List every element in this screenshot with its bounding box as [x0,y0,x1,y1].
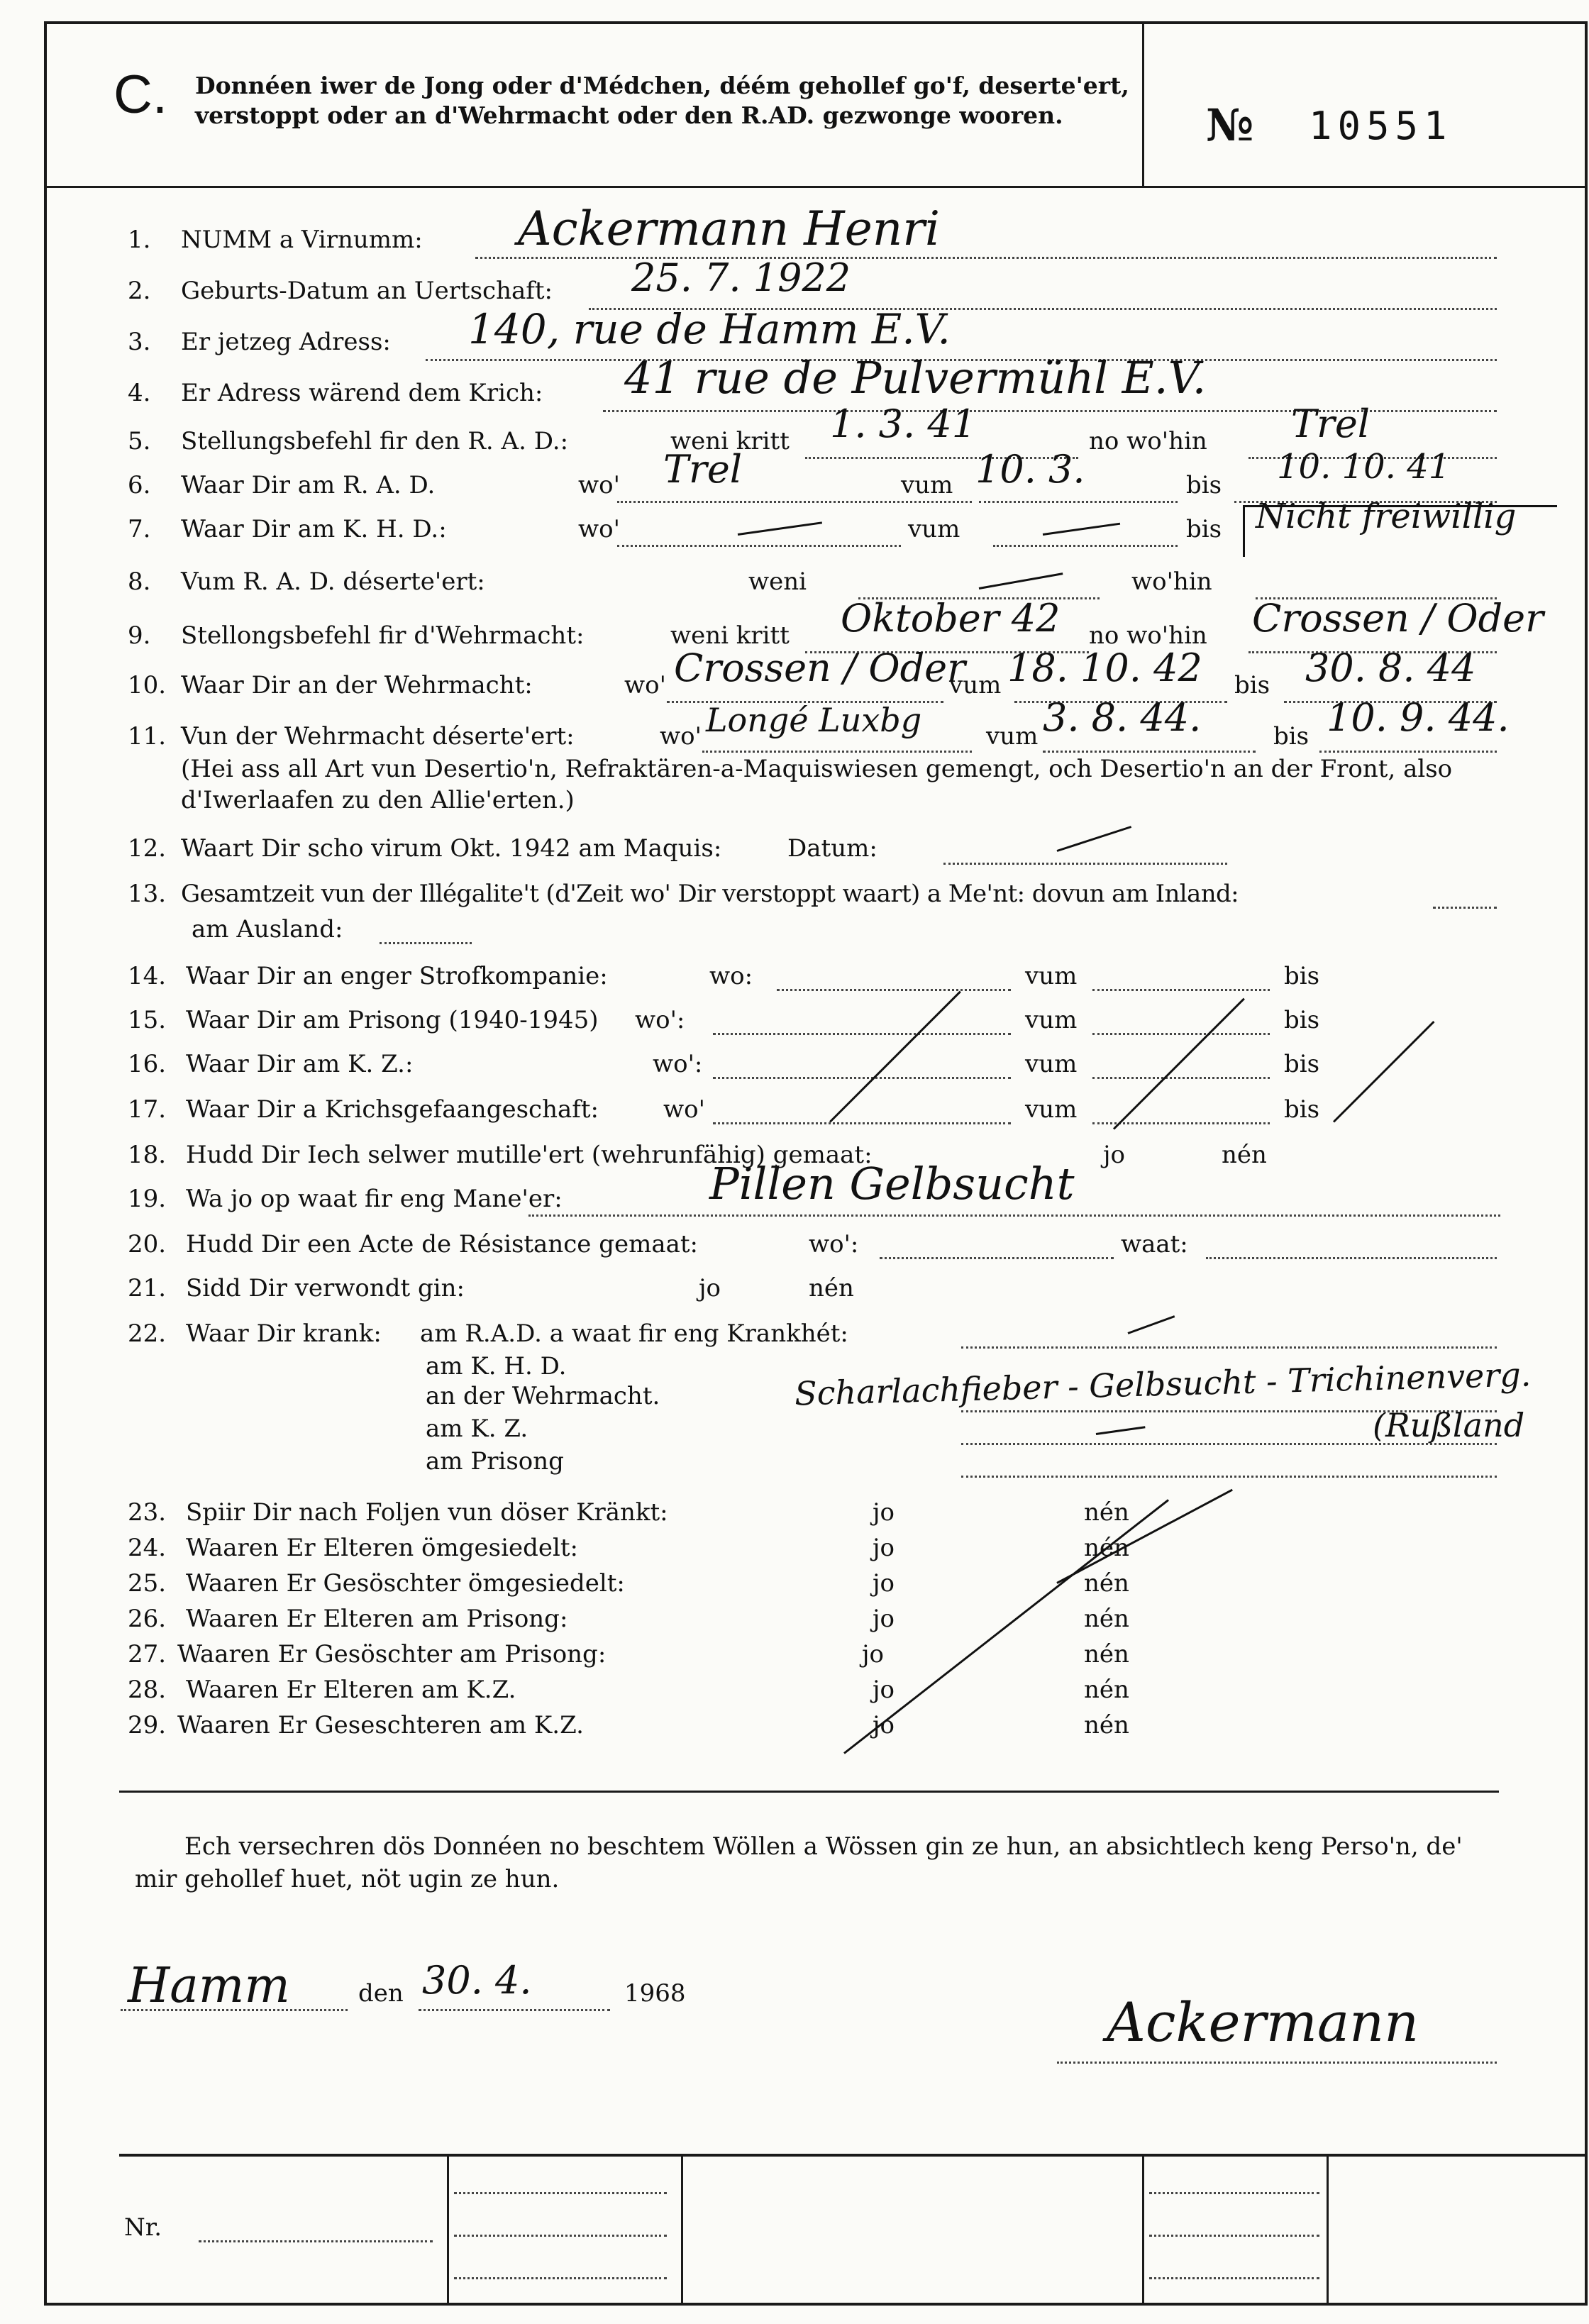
q3-label: Er jetzeg Adress: [181,328,391,356]
q5-place-value: Trel [1291,402,1371,446]
form-title: Donnéen iwer de Jong oder d'Médchen, déém gehollef go'f, deserte'ert, verstoppt oder an d'Wehrmacht oder den R.AD. gezwonge wooren. [195,72,1129,129]
q23-number: 23. [128,1498,167,1527]
q6-wo-value: Trel [663,447,743,492]
q10-bis-value: 30. 8. 44 [1305,646,1476,690]
footer-col-3 [1142,2154,1144,2306]
q11-number: 11. [128,722,167,751]
q26-nen: nén [1084,1605,1129,1633]
q19-line [528,1214,1500,1217]
q6-vum-label: vum [901,471,953,499]
date-line [419,2009,610,2011]
q27-number: 27. [128,1640,167,1669]
q12-number: 12. [128,834,167,863]
q11-vum-line [1043,751,1256,753]
q24-nen: nén [1084,1534,1129,1562]
q10-bis-label: bis [1234,671,1270,699]
q6-bis-value: 10. 10. 41 [1277,447,1451,487]
q18-label: Hudd Dir Iech selwer mutille'ert (wehrunfähig) gemaat: [186,1141,873,1169]
q10-vum-label: vum [949,671,1002,699]
q7-vum-line [993,545,1178,547]
q20-wo-label: wo': [809,1230,859,1258]
q28-nen: nén [1084,1676,1129,1704]
q15-vum-label: vum [1025,1006,1078,1034]
q21-number: 21. [128,1274,167,1302]
q14-wo-label: wo: [709,962,753,990]
q20-number: 20. [128,1230,167,1258]
q26-number: 26. [128,1605,167,1633]
year-label: 1968 [624,1979,686,2008]
q20-waat-line [1206,1257,1497,1259]
q20-wo-line [880,1257,1114,1259]
q1-number: 1. [128,226,151,254]
q14-number: 14. [128,962,167,990]
q11-bis-label: bis [1273,722,1310,751]
date-value: 30. 4. [422,1958,532,2003]
signature-line [1057,2062,1497,2064]
q13-number: 13. [128,880,167,908]
q29-number: 29. [128,1711,167,1739]
q13-label: Gesamtzeit vun der Illégalite't (d'Zeit wo' Dir verstoppt waart) a Me'nt: dovun am Inland: [181,880,1239,908]
q27-jo: jo [862,1640,885,1669]
q21-jo: jo [699,1274,721,1302]
q27-label: Waaren Er Gesöschter am Prisong: [177,1640,607,1669]
q6-number: 6. [128,471,151,499]
q10-wo-value: Crossen / Oder [674,646,965,690]
q13-ausland-label: am Ausland: [192,915,343,944]
q29-jo: jo [873,1711,895,1739]
q24-jo: jo [873,1534,895,1562]
q15-wo-label: wo': [635,1006,685,1034]
q16-vum-label: vum [1025,1050,1078,1078]
q12-label: Waart Dir scho virum Okt. 1942 am Maquis: [181,834,722,863]
q10-label: Waar Dir an der Wehrmacht: [181,671,533,699]
q9-place-value: Crossen / Oder [1252,596,1544,641]
q11-vum-label: vum [986,722,1039,751]
q10-number: 10. [128,671,167,699]
q14-vum-label: vum [1025,962,1078,990]
q17-number: 17. [128,1095,167,1124]
q16-label: Waar Dir am K. Z.: [186,1050,414,1078]
declaration-divider [119,1791,1499,1793]
q10-wo-label: wo' [624,671,666,699]
q25-label: Waaren Er Gesöschter ömgesiedelt: [186,1569,625,1598]
q16-wo-label: wo': [653,1050,703,1078]
header-divider [44,186,1588,188]
header-vertical-divider [1142,23,1144,186]
q7-wo-label: wo' [578,515,620,543]
q9-no-wohin-label: no wo'hin [1089,621,1207,650]
q14-wo-line [777,989,1011,991]
den-label: den [358,1979,404,2008]
q23-label: Spiir Dir nach Foljen vun döser Kränkt: [186,1498,668,1527]
q1-value: Ackermann Henri [518,201,940,256]
q6-wo-line [617,501,972,503]
q11-wo-value: Longé Luxbg [706,701,922,739]
q28-number: 28. [128,1676,167,1704]
q4-number: 4. [128,379,151,407]
q6-bis-label: bis [1186,471,1222,499]
footer-dots-3a [1149,2192,1319,2194]
footer-dots-3b [1149,2235,1319,2237]
footer-col-1 [447,2154,449,2306]
footer-top-rule [119,2154,1586,2157]
q11-wo-line [702,751,972,753]
q15-number: 15. [128,1006,167,1034]
q13-inland-line [1433,907,1497,909]
q11-note: (Hei ass all Art vun Desertio'n, Refraktären-a-Maquiswiesen gemengt, och Desertio'n an der Front, also d'Iwerlaafen zu den Allie'erten.) [181,755,1453,814]
q5-date-value: 1. 3. 41 [830,402,977,446]
signature: Ackermann [1107,1991,1419,2054]
q12-datum-label: Datum: [787,834,877,863]
q6-vum-value: 10. 3. [975,447,1085,492]
q24-number: 24. [128,1534,167,1562]
q13-ausland-line [380,942,472,944]
footer-nr-line [199,2240,433,2242]
q2-label: Geburts-Datum an Uertschaft: [181,277,553,305]
q15-bis-label: bis [1284,1006,1320,1034]
footer-nr-label: Nr. [124,2213,162,2242]
q17-vum-label: vum [1025,1095,1078,1124]
q23-nen: nén [1084,1498,1129,1527]
q1-line [475,257,1497,259]
q6-label: Waar Dir am R. A. D. [181,471,436,499]
number-symbol: № [1206,99,1254,151]
q4-label: Er Adress wärend dem Krich: [181,379,543,407]
place-value: Hamm [128,1958,290,2014]
footer-col-4 [1327,2154,1329,2306]
q29-nen: nén [1084,1711,1129,1739]
q9-date-value: Oktober 42 [841,596,1061,641]
q22-label: Waar Dir krank: [186,1319,382,1348]
footer-dots-1a [454,2192,667,2194]
q8-wohin-label: wo'hin [1131,568,1212,596]
q5-no-wohin-label: no wo'hin [1089,427,1207,455]
q16-wo-line [713,1077,1011,1079]
q22-wehrmacht-label: an der Wehrmacht. [426,1382,660,1410]
footer-col-2 [681,2154,683,2306]
footer-dots-1b [454,2235,667,2237]
q18-jo: jo [1103,1141,1126,1169]
q17-wo-line [713,1122,1011,1124]
q16-bis-label: bis [1284,1050,1320,1078]
q7-number: 7. [128,515,151,543]
q25-jo: jo [873,1569,895,1598]
q9-weni-kritt-label: weni kritt [670,621,790,650]
footer-dots-1c [454,2277,667,2279]
q7-vum-label: vum [908,515,960,543]
q22-rad-line [961,1346,1497,1349]
q22-prisong-line [961,1476,1497,1478]
q28-label: Waaren Er Elteren am K.Z. [186,1676,516,1704]
q17-label: Waar Dir a Krichsgefaangeschaft: [186,1095,599,1124]
q14-bis-label: bis [1284,962,1320,990]
q2-number: 2. [128,277,151,305]
q27-nen: nén [1084,1640,1129,1669]
q26-label: Waaren Er Elteren am Prisong: [186,1605,568,1633]
q7-bis-label: bis [1186,515,1222,543]
q22-number: 22. [128,1319,167,1348]
q10-vum-value: 18. 10. 42 [1007,646,1202,690]
q25-nen: nén [1084,1569,1129,1598]
q1-label: NUMM a Virnumm: [181,226,423,254]
q22-prisong-label: am Prisong [426,1447,564,1476]
q19-number: 19. [128,1185,167,1213]
q9-label: Stellongsbefehl fir d'Wehrmacht: [181,621,585,650]
q18-number: 18. [128,1141,167,1169]
q12-datum-line [943,863,1227,865]
q20-label: Hudd Dir een Acte de Résistance gemaat: [186,1230,698,1258]
q11-wo-label: wo' [660,722,702,751]
form-letter: C. [114,65,167,125]
q22-khd-label: am K. H. D. [426,1352,567,1380]
q19-label: Wa jo op waat fir eng Mane'er: [186,1185,563,1213]
q15-wo-line [713,1033,1011,1035]
q7-wo-line [617,545,901,547]
q16-number: 16. [128,1050,167,1078]
q22-kz-label: am K. Z. [426,1415,528,1443]
form-number: 10551 [1309,104,1453,148]
q15-label: Waar Dir am Prisong (1940-1945) [186,1006,599,1034]
declaration-text: Ech versechren dös Donnéen no beschtem Wöllen a Wössen gin ze hun, an absichtlech keng Perso'n, de' mir gehollef huet, nöt ugin ze hun. [135,1832,1463,1893]
q23-jo: jo [873,1498,895,1527]
q20-waat-label: waat: [1121,1230,1188,1258]
q22-value-2: (Rußland [1373,1406,1525,1444]
footer-dots-3c [1149,2277,1319,2279]
q7-label: Waar Dir am K. H. D.: [181,515,447,543]
q21-nen: nén [809,1274,854,1302]
q21-label: Sidd Dir verwondt gin: [186,1274,465,1302]
q18-nen: nén [1222,1141,1267,1169]
q14-vum-line [1092,989,1270,991]
q14-label: Waar Dir an enger Strofkompanie: [186,962,608,990]
q2-value: 25. 7. 1922 [631,255,851,300]
q11-label: Vun der Wehrmacht déserte'ert: [181,722,575,751]
q22-value: Scharlachfieber - Gelbsucht - Trichinenverg. [794,1355,1532,1413]
q8-number: 8. [128,568,151,596]
q17-wo-label: wo' [663,1095,705,1124]
q24-label: Waaren Er Elteren ömgesiedelt: [186,1534,578,1562]
q5-number: 5. [128,427,151,455]
q6-vum-line [979,501,1178,503]
q17-bis-label: bis [1284,1095,1320,1124]
q25-number: 25. [128,1569,167,1598]
q29-label: Waaren Er Geseschteren am K.Z. [177,1711,584,1739]
q11-vum-value: 3. 8. 44. [1043,695,1202,740]
q3-number: 3. [128,328,151,356]
q9-number: 9. [128,621,151,650]
q11-bis-line [1319,751,1497,753]
q5-label: Stellungsbefehl fir den R. A. D.: [181,427,569,455]
q8-weni-label: weni [748,568,807,596]
q22-rad-label: am R.A.D. a waat fir eng Krankhét: [420,1319,848,1348]
q5-weni-kritt-label: weni kritt [670,427,790,455]
q4-value: 41 rue de Pulvermühl E.V. [624,352,1207,404]
q28-jo: jo [873,1676,895,1704]
q26-jo: jo [873,1605,895,1633]
q3-value: 140, rue de Hamm E.V. [468,305,951,353]
q11-bis-value: 10. 9. 44. [1327,695,1510,740]
q6-wo-label: wo' [578,471,620,499]
q15-vum-line [1092,1033,1270,1035]
q16-vum-line [1092,1077,1270,1079]
q7-bis-value: Nicht freiwillig [1256,497,1517,536]
q8-label: Vum R. A. D. déserte'ert: [181,568,485,596]
q19-value: Pillen Gelbsucht [709,1158,1075,1210]
